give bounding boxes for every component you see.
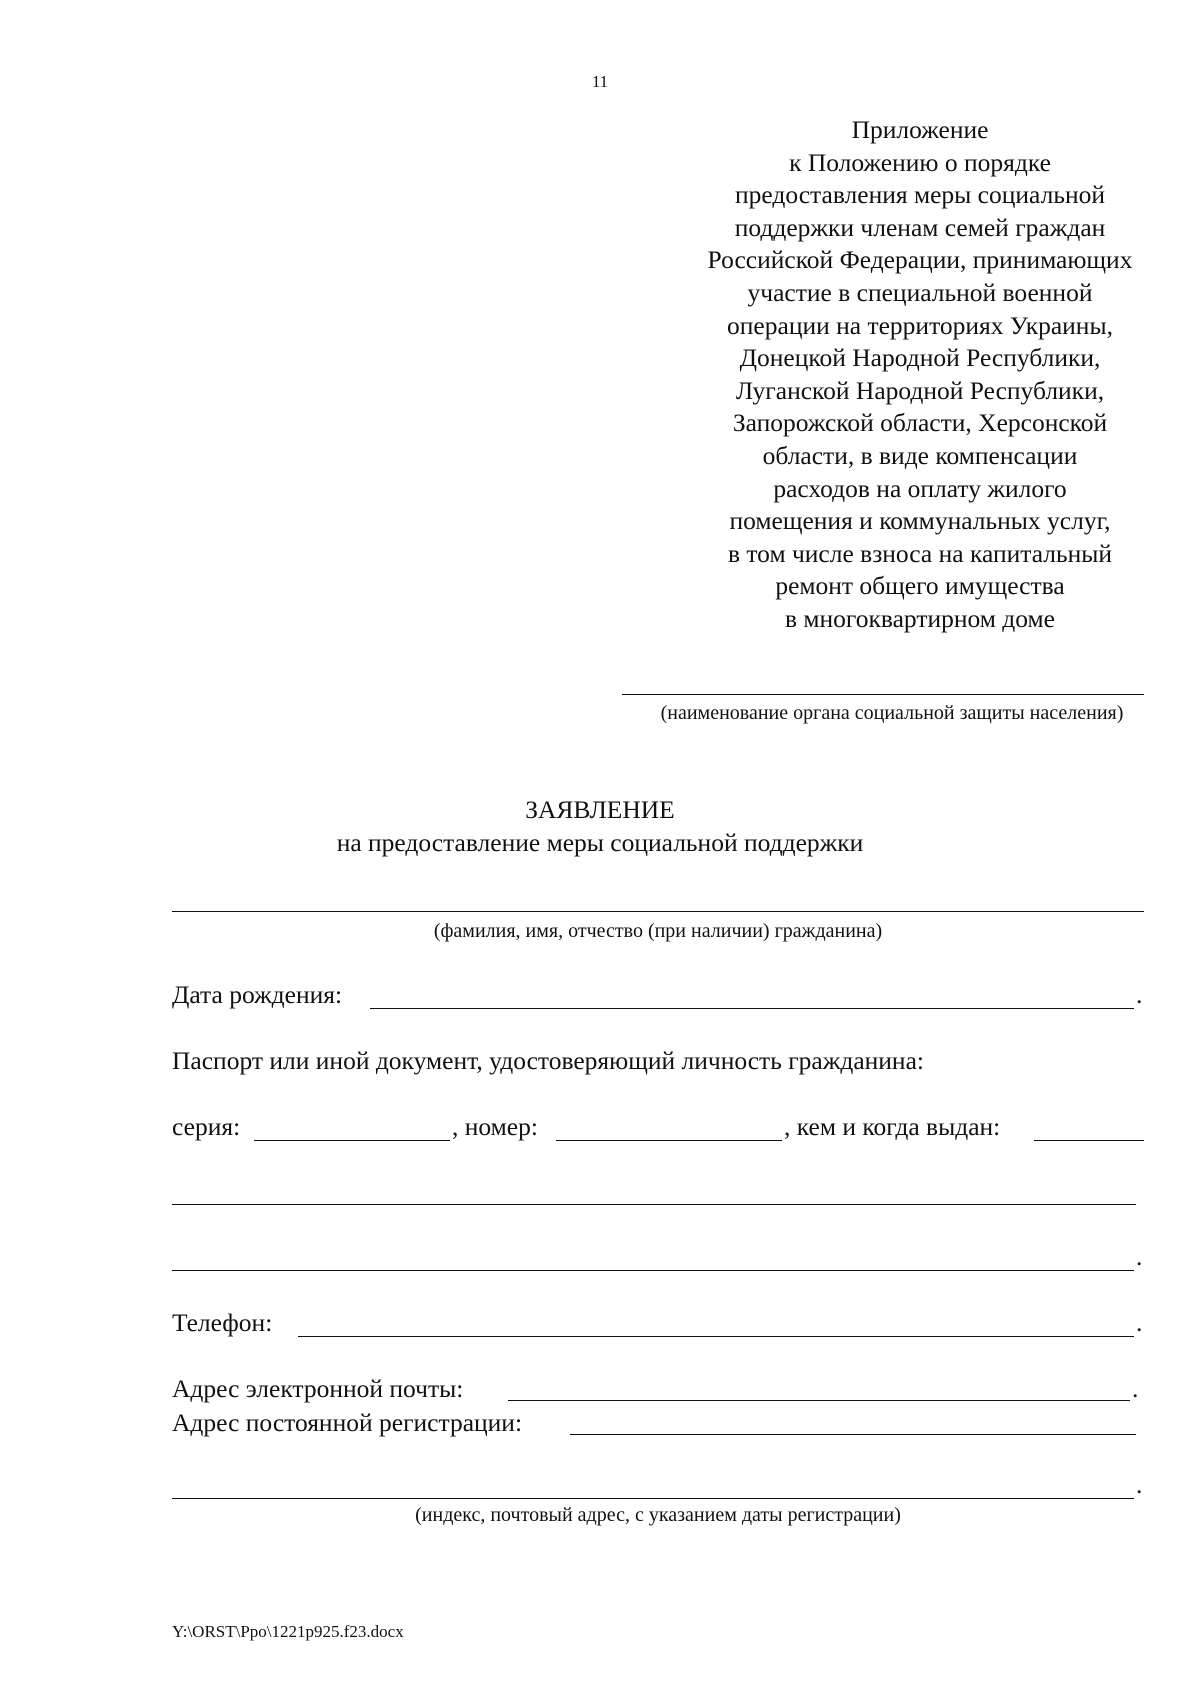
series-label: серия: [172, 1112, 241, 1141]
appendix-line: Луганской Народной Республики, [735, 375, 1105, 405]
birth-date-label: Дата рождения: [172, 980, 343, 1009]
phone-label: Телефон: [172, 1308, 273, 1337]
appendix-heading [690, 114, 1150, 636]
appendix-line: Приложение [851, 115, 989, 144]
address-caption: (индекс, почтовый адрес, с указанием даты регистрации) [415, 1504, 901, 1526]
number-label: , номер: [452, 1112, 538, 1141]
email-line[interactable] [508, 1400, 1130, 1401]
passport-label: Паспорт или иной документ, удостоверяющий личность гражданина: [172, 1046, 924, 1075]
birth-date-line[interactable] [370, 1008, 1134, 1009]
email-period: . [1132, 1374, 1139, 1403]
appendix-line: Российской Федерации, принимающих [707, 245, 1133, 275]
series-line[interactable] [254, 1140, 450, 1141]
document-title: ЗАЯВЛЕНИЕ [525, 795, 675, 824]
issued-period: . [1136, 1242, 1143, 1271]
appendix-line: поддержки членам семей граждан [734, 212, 1106, 242]
phone-period: . [1136, 1308, 1143, 1337]
number-line[interactable] [556, 1140, 782, 1141]
phone-line[interactable] [298, 1336, 1134, 1337]
appendix-line: операции на территориях Украины, [727, 310, 1113, 340]
document-subtitle: на предоставление меры социальной поддержки [336, 828, 864, 857]
fio-line[interactable] [172, 911, 1144, 912]
issued-line[interactable] [1034, 1140, 1144, 1141]
address-line-2[interactable] [172, 1498, 1134, 1499]
authority-caption: (наименование органа социальной защиты населения) [660, 702, 1124, 724]
footer-file-path: Y:\ORST\Ppo\1221p925.f23.docx [172, 1622, 404, 1641]
appendix-line: к Положению о порядке [789, 147, 1051, 177]
appendix-line: в том числе взноса на капитальный [727, 538, 1113, 568]
appendix-line: области, в виде компенсации [762, 440, 1078, 470]
appendix-line: Донецкой Народной Республики, [739, 343, 1101, 373]
birth-date-period: . [1136, 980, 1143, 1009]
address-period: . [1136, 1470, 1143, 1499]
appendix-line: предоставления меры социальной [735, 180, 1105, 210]
email-label: Адрес электронной почты: [172, 1374, 464, 1403]
page-number: 11 [591, 72, 609, 91]
appendix-line: Запорожской области, Херсонской [732, 408, 1108, 438]
appendix-line: участие в специальной военной [747, 277, 1093, 307]
authority-name-line[interactable] [622, 694, 1144, 695]
fio-caption: (фамилия, имя, отчество (при наличии) гражданина) [433, 920, 883, 942]
address-line[interactable] [570, 1434, 1136, 1435]
appendix-line: в многоквартирном доме [784, 603, 1055, 633]
appendix-line: помещения и коммунальных услуг, [729, 506, 1111, 536]
issued-line-2[interactable] [172, 1204, 1136, 1205]
appendix-line: расходов на оплату жилого [773, 473, 1067, 503]
issued-label: , кем и когда выдан: [784, 1112, 1001, 1141]
appendix-line: ремонт общего имущества [775, 571, 1065, 601]
address-label: Адрес постоянной регистрации: [172, 1408, 523, 1437]
issued-line-3[interactable] [172, 1270, 1134, 1271]
